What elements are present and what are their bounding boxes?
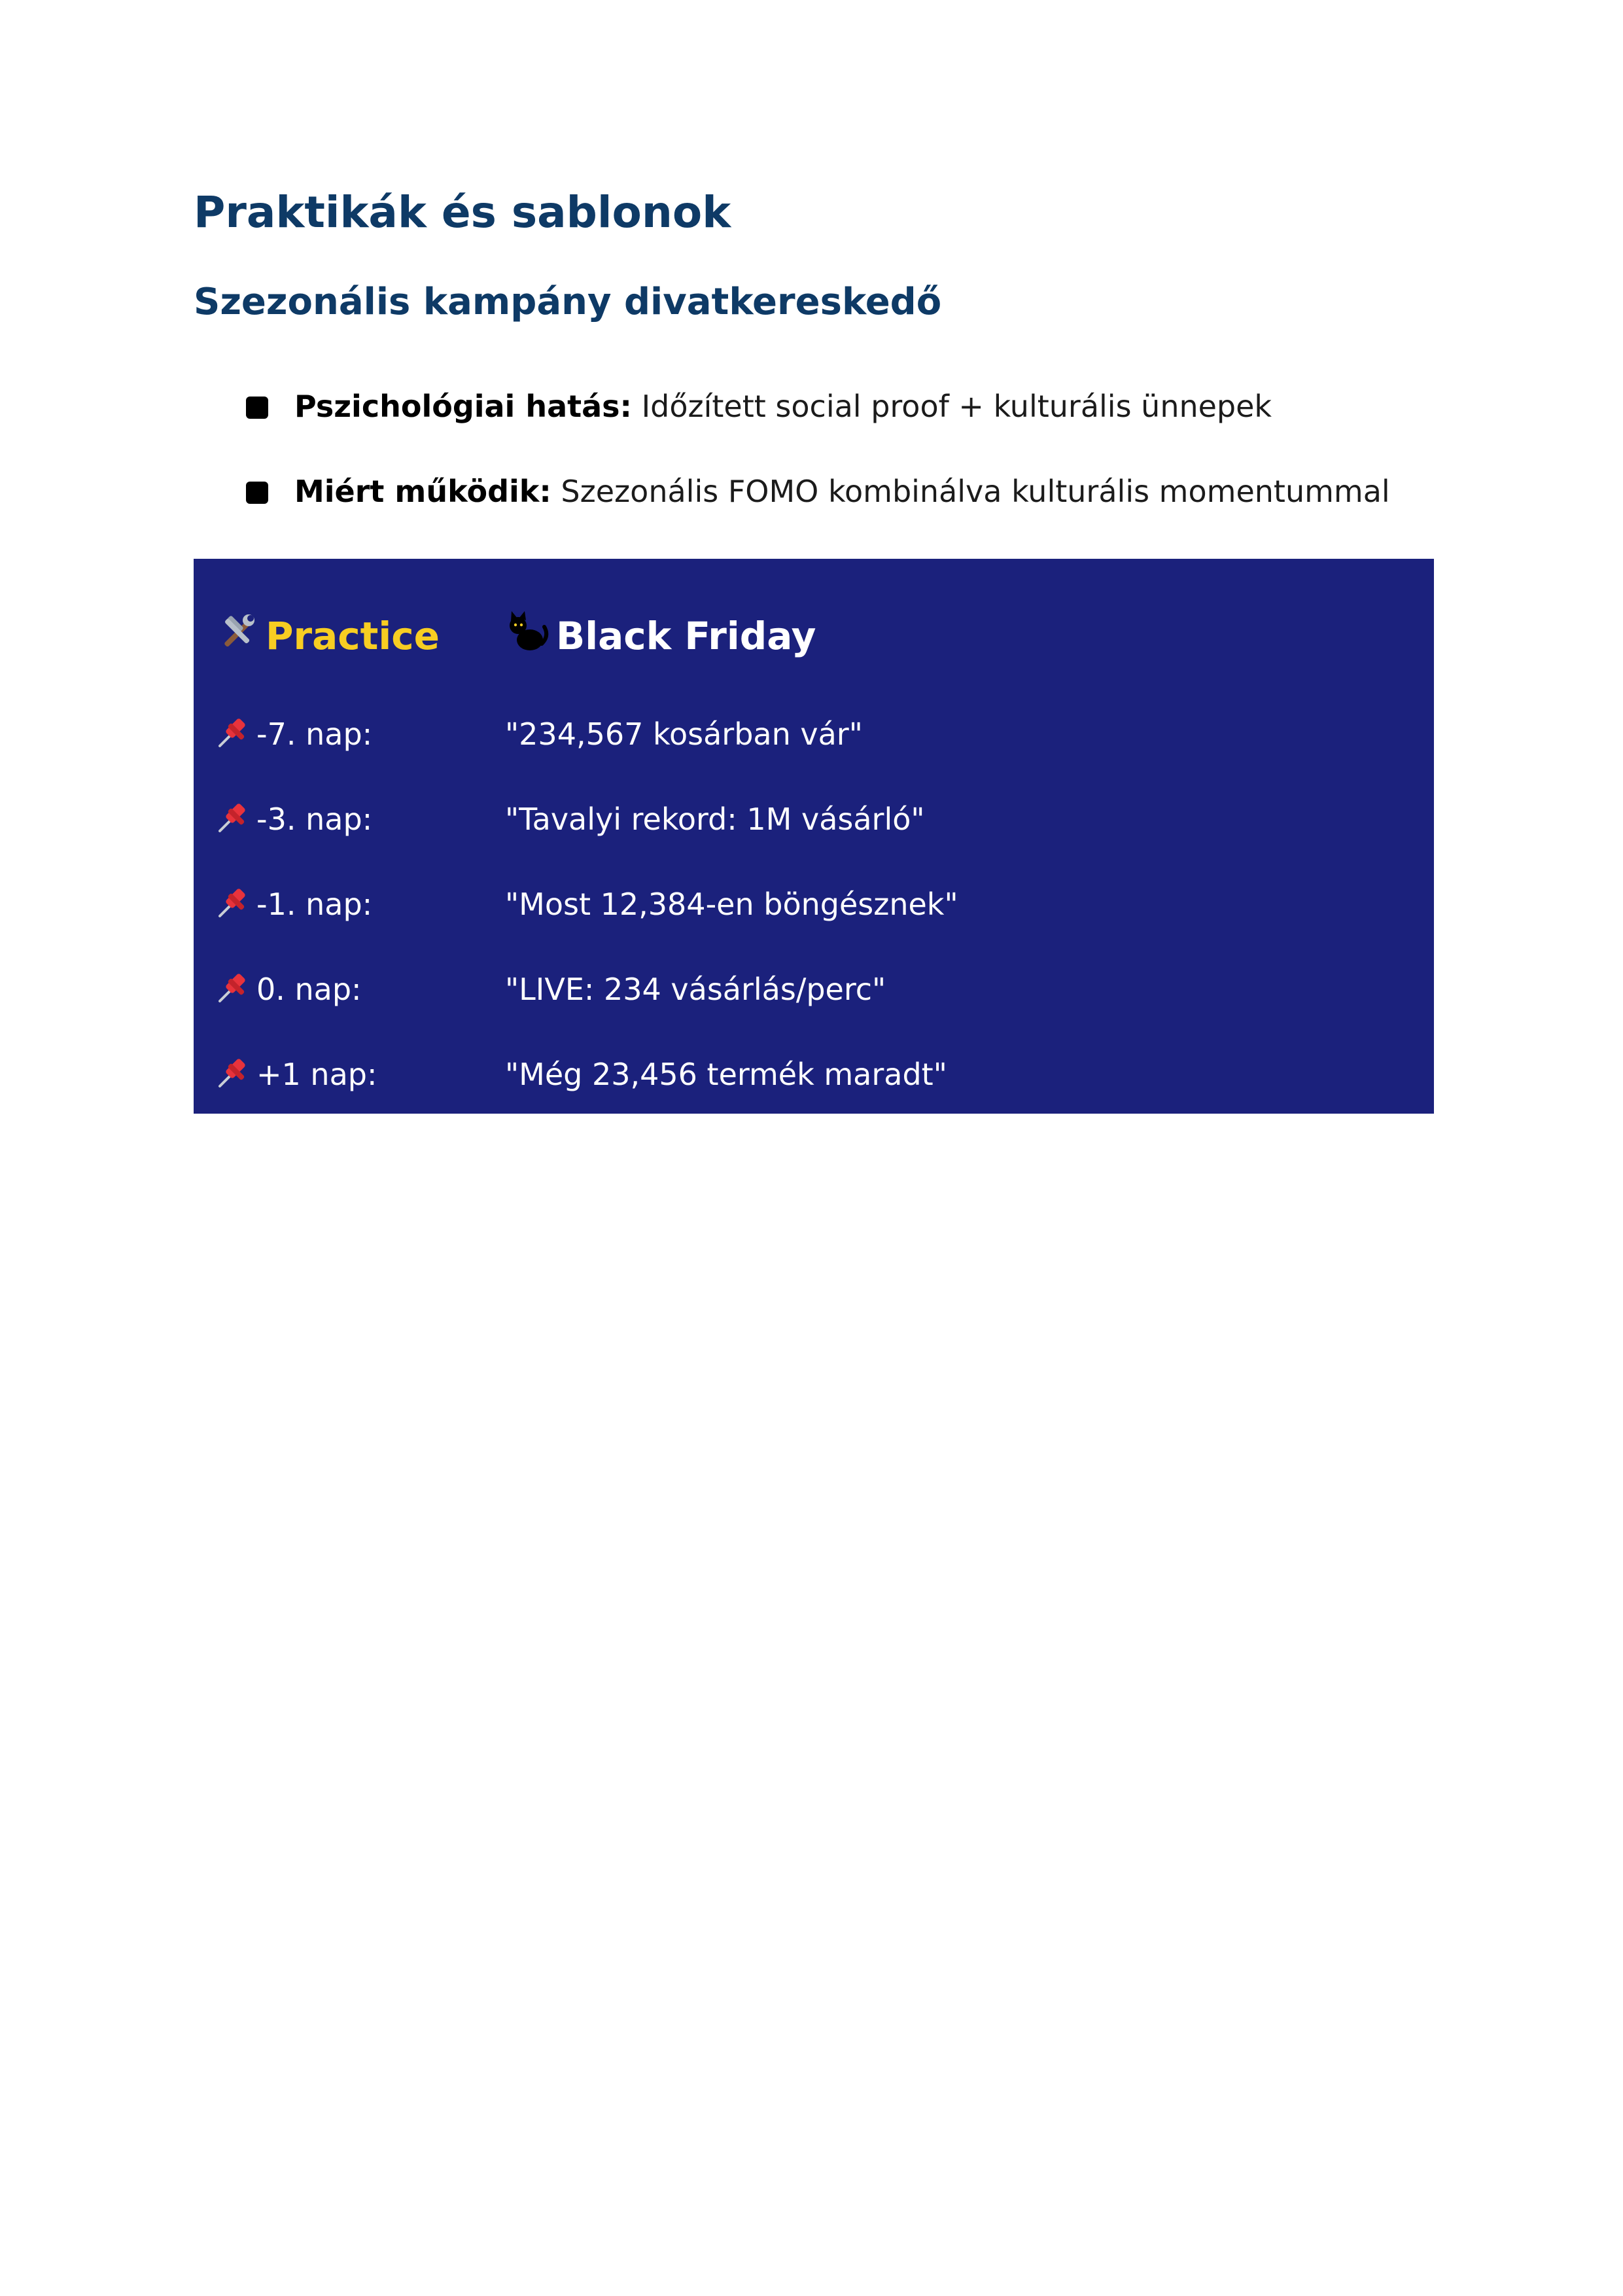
practice-box [194,559,1434,1114]
practice-header [217,610,440,666]
practice-label: Practice [266,614,440,658]
day-quote: "Most 12,384-en böngésznek" [505,887,958,922]
pushpin-icon [217,1056,250,1098]
bullet-label: Pszichológiai hatás: [294,389,632,424]
pushpin-icon [217,716,250,758]
day-quote: "LIVE: 234 vásárlás/perc" [505,972,886,1007]
pushpin-icon [217,971,250,1013]
pushpin-icon [217,801,250,843]
page-title: Praktikák és sablonok [194,187,731,238]
day-label-cell [217,885,372,928]
event-header [505,610,816,667]
bullet-value: Időzített social proof + kulturális ünnepek [641,389,1272,424]
day-label-cell [217,800,372,843]
day-label: +1 nap: [256,1057,377,1092]
section-title: Szezonális kampány divatkereskedő [194,281,942,323]
bullet-text [294,389,1272,424]
bullet-square-icon [246,482,268,504]
day-quote: "234,567 kosárban vár" [505,716,863,752]
black-cat-icon [505,610,550,667]
bullet-value: Szezonális FOMO kombinálva kulturális momentummal [561,474,1390,509]
day-label: -1. nap: [256,887,373,922]
day-label-cell [217,970,362,1013]
day-label: -7. nap: [256,716,373,752]
day-label: -3. nap: [256,802,373,837]
day-label-cell [217,1055,377,1098]
day-quote: "Tavalyi rekord: 1M vásárló" [505,802,925,837]
practice-header-row [194,610,1434,662]
pushpin-icon [217,886,250,928]
day-quote: "Még 23,456 termék maradt" [505,1057,947,1092]
bullet-text [294,474,1390,509]
hammer-wrench-icon [217,611,259,666]
bullet-label: Miért működik: [294,474,551,509]
bullet-square-icon [246,397,268,419]
day-label-cell [217,715,372,758]
day-label: 0. nap: [256,972,362,1007]
event-label: Black Friday [556,614,816,659]
